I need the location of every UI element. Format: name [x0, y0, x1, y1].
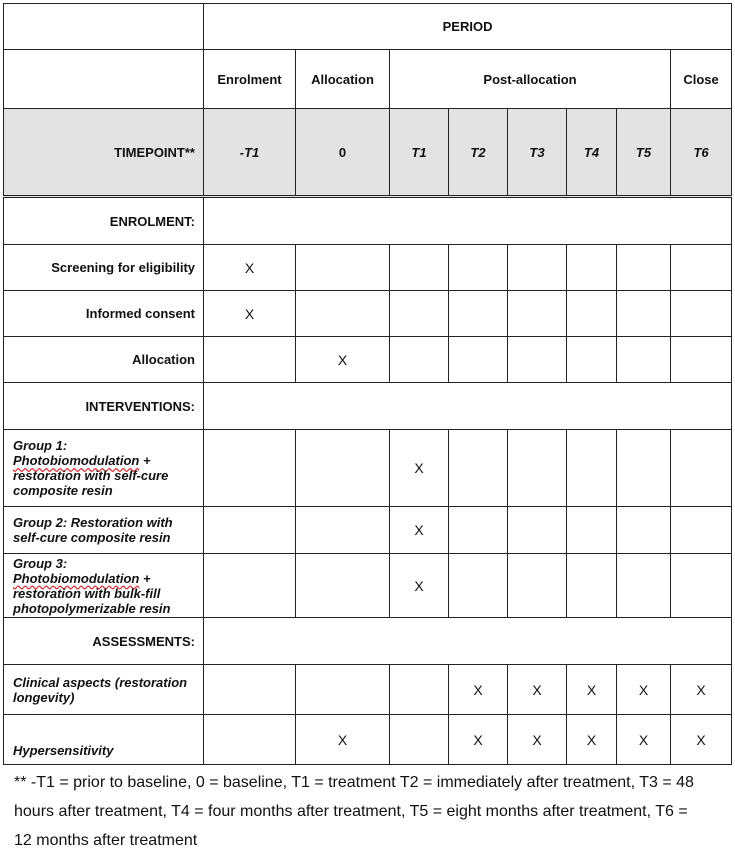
phase-label-cell	[4, 50, 204, 109]
mark-cell: X	[671, 715, 732, 765]
table-row	[4, 430, 732, 507]
table-row	[4, 291, 732, 337]
phase-row	[4, 50, 732, 109]
footnote-line-1: ** -T1 = prior to baseline, 0 = baseline, T1 = treatment T2 = immediately after treatment, T3 = 48	[14, 774, 694, 791]
enrolment-section-row	[4, 197, 732, 245]
row-label-group-1: Group 1: Photobiomodulation + restoration with self-cure composite resin	[4, 430, 204, 507]
mark-cell: X	[296, 337, 390, 383]
row-label-consent: Informed consent	[4, 291, 204, 337]
row-label-group-2: Group 2: Restoration with self-cure composite resin	[4, 507, 204, 554]
mark-cell: X	[567, 665, 617, 715]
row-label-hypersensitivity: Hypersensitivity	[4, 715, 204, 765]
footnote-line-3: 12 months after treatment	[14, 832, 198, 849]
mark-cell: X	[390, 507, 449, 554]
assessments-section-row	[4, 618, 732, 665]
mark-cell: X	[390, 554, 449, 618]
footnote-line-2: hours after treatment, T4 = four months after treatment, T5 = eight months after treatment, T6 =	[14, 803, 688, 820]
row-label-group-3: Group 3: Photobiomodulation + restoration with bulk-fill photopolymerizable resin	[4, 554, 204, 618]
timepoint-footnote	[14, 768, 726, 855]
interventions-section-row	[4, 383, 732, 430]
table-row	[4, 337, 732, 383]
phase-close: Close	[671, 50, 732, 109]
timepoint-label: TIMEPOINT**	[4, 109, 204, 197]
mark-cell: X	[617, 715, 671, 765]
timepoint-t1: T1	[390, 109, 449, 197]
section-interventions: INTERVENTIONS:	[4, 383, 204, 430]
timepoint-minus-t1: -T1	[204, 109, 296, 197]
section-assessments: ASSESSMENTS:	[4, 618, 204, 665]
table-row	[4, 554, 732, 618]
timepoint-t5: T5	[617, 109, 671, 197]
timepoint-t2: T2	[449, 109, 508, 197]
period-row	[4, 4, 732, 50]
table-row	[4, 665, 732, 715]
mark-cell: X	[296, 715, 390, 765]
timepoint-0: 0	[296, 109, 390, 197]
table-row	[4, 715, 732, 765]
spirit-schedule-table	[3, 3, 732, 765]
timepoint-t6: T6	[671, 109, 732, 197]
mark-cell: X	[567, 715, 617, 765]
phase-post-allocation: Post-allocation	[390, 50, 671, 109]
corner-cell	[4, 4, 204, 50]
mark-cell: X	[390, 430, 449, 507]
phase-enrolment: Enrolment	[204, 50, 296, 109]
section-enrolment: ENROLMENT:	[4, 197, 204, 245]
mark-cell: X	[204, 245, 296, 291]
mark-cell: X	[449, 665, 508, 715]
mark-cell: X	[449, 715, 508, 765]
timepoint-row	[4, 109, 732, 197]
mark-cell: X	[671, 665, 732, 715]
phase-allocation: Allocation	[296, 50, 390, 109]
table-row	[4, 507, 732, 554]
row-label-screening: Screening for eligibility	[4, 245, 204, 291]
mark-cell: X	[617, 665, 671, 715]
timepoint-t3: T3	[508, 109, 567, 197]
period-header: PERIOD	[204, 4, 732, 50]
table-row	[4, 245, 732, 291]
mark-cell: X	[508, 715, 567, 765]
row-label-clinical: Clinical aspects (restoration longevity)	[4, 665, 204, 715]
mark-cell: X	[508, 665, 567, 715]
row-label-allocation: Allocation	[4, 337, 204, 383]
mark-cell: X	[204, 291, 296, 337]
timepoint-t4: T4	[567, 109, 617, 197]
